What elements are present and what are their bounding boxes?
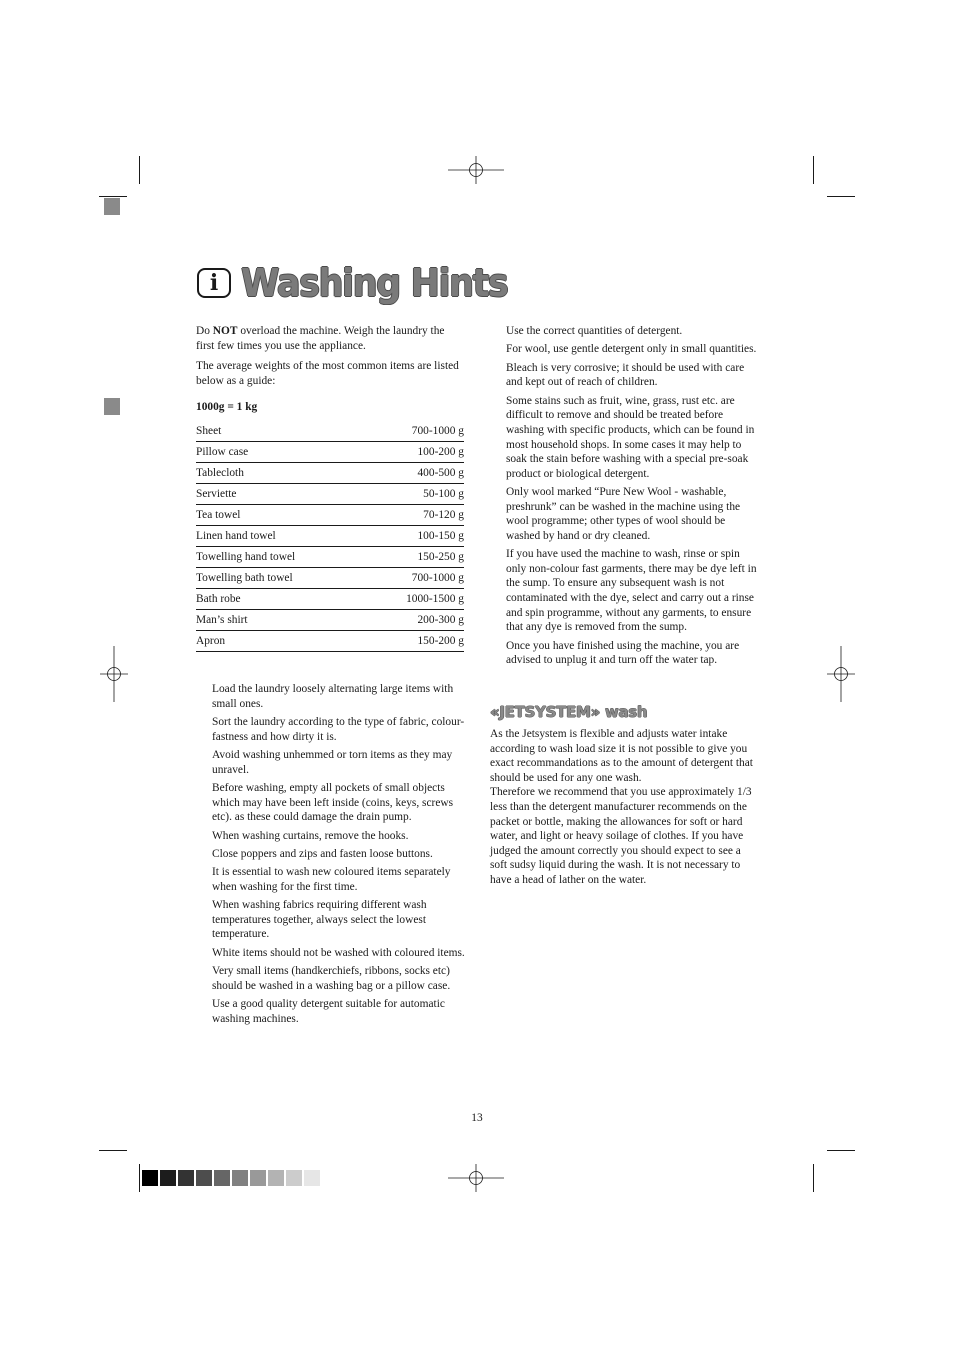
paragraph: Use the correct quantities of detergent.: [506, 325, 683, 337]
color-swatch: [142, 1170, 158, 1186]
item-name: Man’s shirt: [196, 609, 365, 630]
item-weight: 700-1000 g: [365, 421, 464, 442]
registration-mark-right: [827, 646, 855, 702]
color-swatch: [196, 1170, 212, 1186]
table-row: [196, 483, 464, 504]
intro-paragraph: The average weights of the most common items are listed below as a guide:: [196, 360, 459, 387]
paragraph: Some stains such as fruit, wine, grass, rust etc. are difficult to remove and should be treated before washing with specific products, which can be found in most household shops. In some cases it may help to soak the stain before washing with a special pre-soak product or biological detergent.: [506, 394, 755, 480]
table-row: [196, 525, 464, 546]
item-weight: 100-150 g: [365, 525, 464, 546]
paragraph: Only wool marked “Pure New Wool - washable, preshrunk” can be washed in the machine using the wool programme; other types of wool should be washed by hand or dry cleaned.: [506, 486, 741, 542]
table-row: [196, 462, 464, 483]
item-weight: 400-500 g: [365, 462, 464, 483]
list-item: Before washing, empty all pockets of small objects which may have been left inside (coins, keys, screws etc). as these could damage the drain pump.: [212, 781, 454, 824]
item-name: Sheet: [196, 421, 365, 442]
table-row: [196, 441, 464, 462]
item-name: Towelling bath towel: [196, 567, 365, 588]
table-row: [196, 546, 464, 567]
table-row: [196, 567, 464, 588]
registration-mark-top: [448, 156, 504, 184]
margin-marker-square: [104, 198, 120, 215]
info-icon: i: [197, 268, 231, 298]
item-weight: 100-200 g: [365, 441, 464, 462]
color-swatch: [232, 1170, 248, 1186]
table-row: [196, 504, 464, 525]
paragraph: For wool, use gentle detergent only in small quantities.: [506, 343, 757, 356]
item-name: Pillow case: [196, 441, 365, 462]
page-number: 13: [471, 1112, 483, 1124]
item-name: Linen hand towel: [196, 525, 365, 546]
list-item: When washing fabrics requiring different wash temperatures together, always select the lowest temperature.: [212, 899, 427, 941]
table-row: [196, 588, 464, 609]
item-name: Bath robe: [196, 588, 365, 609]
item-weight: 150-200 g: [365, 630, 464, 651]
item-name: Serviette: [196, 483, 365, 504]
page-title: [197, 258, 531, 308]
item-name: Towelling hand towel: [196, 546, 365, 567]
list-item: It is essential to wash new coloured items separately when washing for the first time.: [212, 866, 451, 893]
list-item: Use a good quality detergent suitable for automatic washing machines.: [212, 998, 445, 1025]
paragraph: Bleach is very corrosive; it should be used with care and kept out of reach of children.: [506, 361, 745, 389]
table-row: [196, 421, 464, 442]
item-name: Apron: [196, 630, 365, 651]
item-weight: 700-1000 g: [365, 567, 464, 588]
item-name: Tablecloth: [196, 462, 365, 483]
color-swatch: [250, 1170, 266, 1186]
weight-table: [196, 421, 464, 652]
item-weight: 70-120 g: [365, 504, 464, 525]
list-item: White items should not be washed with coloured items.: [212, 946, 465, 959]
registration-mark-left: [100, 646, 128, 702]
table-row: [196, 630, 464, 651]
paragraph: If you have used the machine to wash, rinse or spin only non-colour fast garments, there may be dye left in the sump. To ensure any subsequent wash is not contaminated with the dye, select and carry out a rinse and spin programme, without any garments, to ensure that any dye is removed from the sump.: [506, 548, 757, 634]
paragraph: Once you have finished using the machine, you are advised to unplug it and turn off the water tap.: [506, 639, 740, 667]
item-weight: 1000-1500 g: [365, 588, 464, 609]
color-swatch: [304, 1170, 320, 1186]
item-weight: 200-300 g: [365, 609, 464, 630]
color-swatch: [160, 1170, 176, 1186]
list-item: Load the laundry loosely alternating large items with small ones.: [212, 683, 454, 710]
intro-paragraph: Do NOT overload the machine. Weigh the laundry the first few times you use the appliance.: [196, 325, 445, 352]
color-swatch: [286, 1170, 302, 1186]
color-swatch: [214, 1170, 230, 1186]
item-name: Tea towel: [196, 504, 365, 525]
emphasis-not: NOT: [212, 325, 238, 337]
margin-marker-square: [104, 398, 120, 415]
color-swatch: [178, 1170, 194, 1186]
weight-table-heading: 1000g = 1 kg: [196, 401, 258, 414]
item-weight: 50-100 g: [365, 483, 464, 504]
jetsystem-section: [490, 703, 760, 888]
list-item: Avoid washing unhemmed or torn items as they may unravel.: [212, 748, 453, 776]
jetsystem-heading: «JETSYSTEM» wash: [490, 703, 648, 721]
list-item: When washing curtains, remove the hooks.: [212, 829, 409, 842]
jetsystem-body: As the Jetsystem is flexible and adjusts water intake according to wash load size it is not possible to give you exact recommandations as to the amount of detergent that should be used for any one wash. Therefore we recommend that you use approximately 1/3 less than the detergent manufacturer recommends on the packet or bottle, making the allowances for soft or hard water, and light or heavy soilage of clothes. If you have judged the amount correctly you should expect to see a soft sudsy liquid during the wash. It is not necessary to have a head of lather on the water.: [490, 728, 753, 886]
list-item: Sort the laundry according to the type of fabric, colour-fastness and how dirty it is.: [212, 715, 465, 743]
list-item: Very small items (handkerchiefs, ribbons, socks etc) should be washed in a washing bag or a pillow case.: [212, 965, 451, 992]
left-column: [196, 324, 464, 652]
registration-mark-bottom: [448, 1164, 504, 1192]
laundry-tips-list: [212, 682, 466, 1030]
list-item: Close poppers and zips and fasten loose buttons.: [212, 847, 433, 860]
page-title-text: Washing Hints: [241, 261, 508, 305]
right-column: [506, 324, 758, 672]
table-row: [196, 609, 464, 630]
item-weight: 150-250 g: [365, 546, 464, 567]
color-swatch: [268, 1170, 284, 1186]
